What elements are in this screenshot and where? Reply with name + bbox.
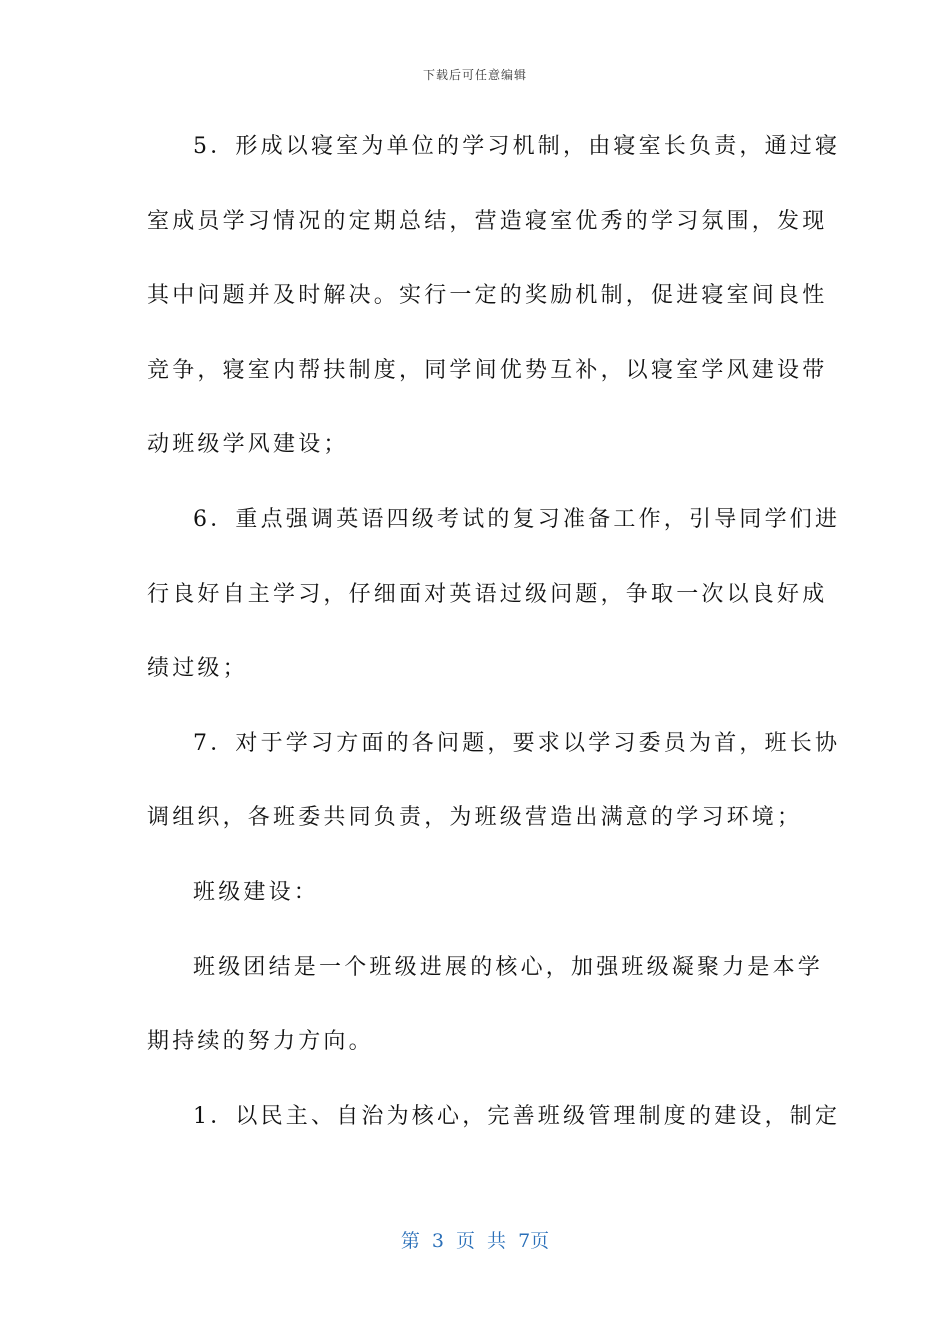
section-heading: 班级建设： xyxy=(193,879,320,905)
paragraph-line: 调组织，各班委共同负责，为班级营造出满意的学习环境； xyxy=(147,805,803,831)
document-body xyxy=(147,124,841,1168)
header-note: 下载后可任意编辑 xyxy=(422,68,527,82)
paragraph-line: 班级团结是一个班级进展的核心，加强班级凝聚力是本学 xyxy=(193,954,824,980)
paragraph-line: 其中问题并及时解决。实行一定的奖励机制，促进寝室间良性 xyxy=(147,283,828,309)
paragraph-line: 竞争，寝室内帮扶制度，同学间优势互补，以寝室学风建设带 xyxy=(147,357,828,383)
paragraph-line: 室成员学习情况的定期总结，营造寝室优秀的学习氛围，发现 xyxy=(147,208,828,234)
paragraph-line: 行良好自主学习，仔细面对英语过级问题，争取一次以良好成 xyxy=(147,581,828,607)
paragraph-line: 6．重点强调英语四级考试的复习准备工作，引导同学们进 xyxy=(193,506,841,532)
paragraph-line: 5．形成以寝室为单位的学习机制，由寝室长负责，通过寝 xyxy=(193,134,841,159)
paragraph-line: 绩过级； xyxy=(147,656,248,682)
paragraph-line: 期持续的努力方向。 xyxy=(147,1029,374,1055)
paragraph-line: 动班级学风建设； xyxy=(147,432,349,458)
paragraph-line: 7．对于学习方面的各问题，要求以学习委员为首，班长协 xyxy=(193,730,841,756)
paragraph-line: 1．以民主、自治为核心，完善班级管理制度的建设，制定 xyxy=(193,1103,841,1129)
page-number: 第 3 页 共 7页 xyxy=(400,1230,550,1252)
